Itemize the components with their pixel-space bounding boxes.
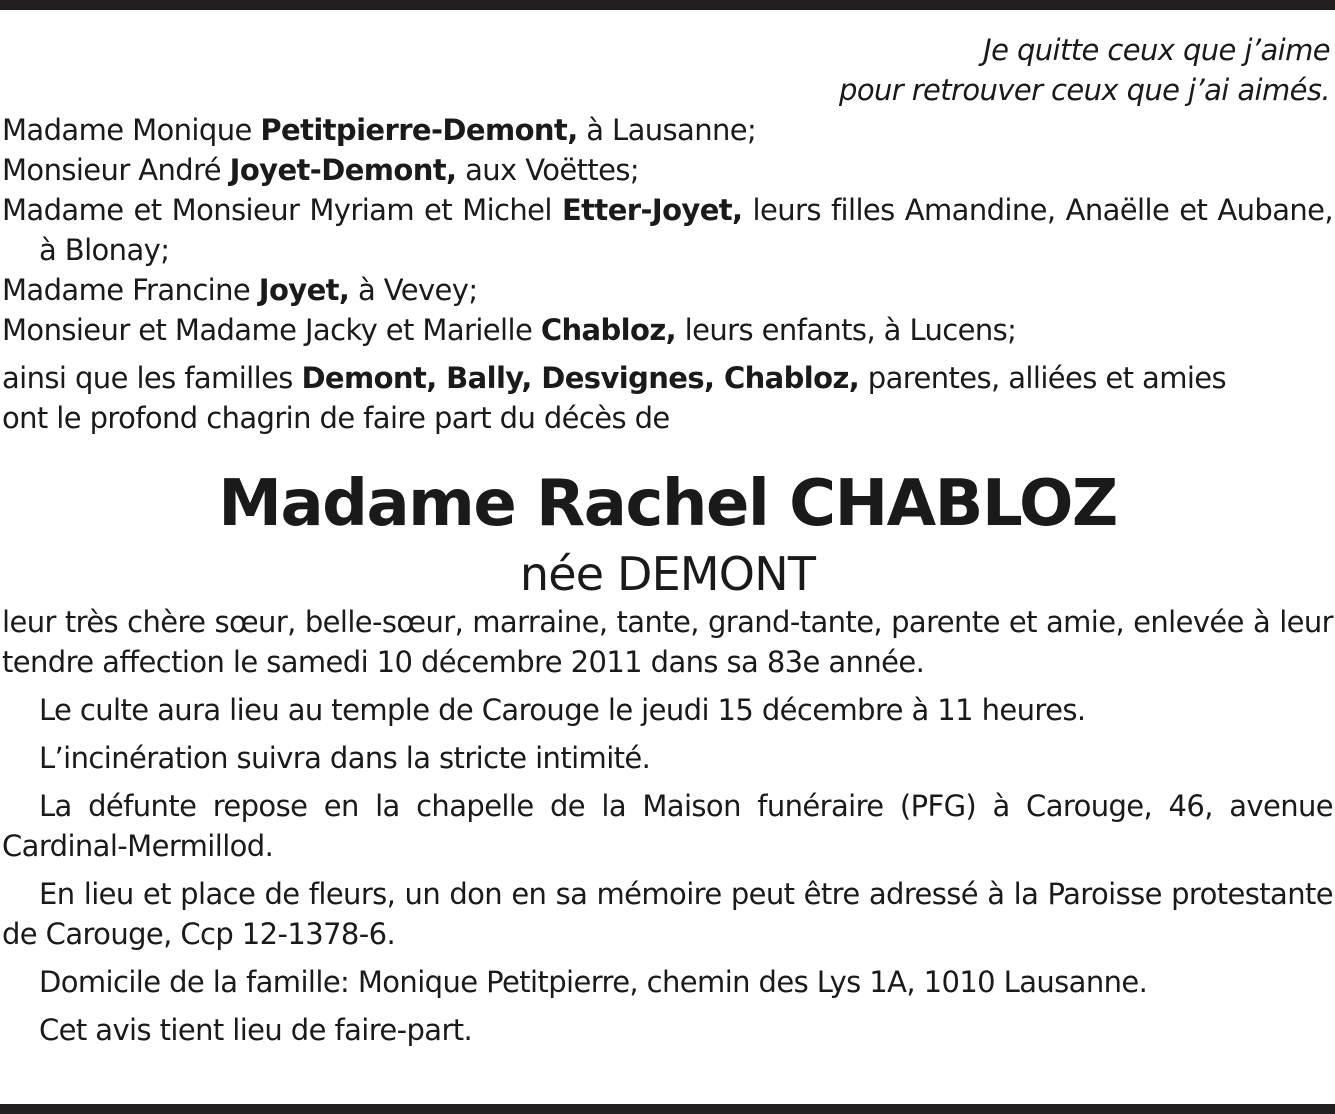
family-member-place: leurs enfants, à Lucens;	[676, 313, 1017, 347]
intro-text: ainsi que les familles	[2, 361, 302, 395]
family-member-surname: Joyet-Demont,	[229, 153, 457, 187]
family-member-surname: Etter-Joyet,	[561, 193, 743, 227]
donation-paragraph: En lieu et place de fleurs, un don en sa mémoire peut être adressé à la Paroisse protestante de Carouge, Ccp 12-1378-6.	[2, 877, 1333, 951]
family-member-place: aux Voëttes;	[456, 153, 640, 187]
family-member-surname: Petitpierre-Demont,	[260, 113, 578, 147]
domicile-paragraph: Domicile de la famille: Monique Petitpierre, chemin des Lys 1A, 1010 Lausanne.	[39, 965, 1148, 999]
family-member-text: Madame et Monsieur Myriam et Michel	[2, 193, 562, 227]
rest-paragraph: La défunte repose en la chapelle de la Maison funéraire (PFG) à Carouge, 46, avenue Cardinal-Mermillod.	[2, 789, 1333, 863]
epigraph	[2, 30, 1333, 110]
intro-families: Demont, Bally, Desvignes, Chabloz,	[301, 361, 860, 395]
bottom-rule	[0, 1104, 1335, 1114]
family-member-place: leurs filles Amandine, Anaëlle et Aubane, à Blonay;	[39, 193, 1334, 267]
epigraph-line-1: Je quitte ceux que j’aime	[983, 33, 1330, 67]
family-member-text: Madame Monique	[2, 113, 261, 147]
family-member	[2, 190, 1333, 270]
obituary-notice	[2, 30, 1333, 1050]
family-member-place: à Vevey;	[349, 273, 478, 307]
top-rule	[0, 0, 1335, 10]
family-member-surname: Chabloz,	[540, 313, 677, 347]
family-member	[2, 270, 1333, 310]
family-member-text: Madame Francine	[2, 273, 259, 307]
intro-line-2: ont le profond chagrin de faire part du décès de	[2, 401, 670, 435]
deceased-name: Madame Rachel CHABLOZ	[218, 467, 1117, 541]
intro-relatives: parentes, alliées et amies	[859, 361, 1227, 395]
family-list	[2, 110, 1333, 350]
announcement-paragraph: leur très chère sœur, belle-sœur, marraine, tante, grand-tante, parente et amie, enlevée à leur tendre affection le samedi 10 décembre 2011 dans sa 83e année.	[2, 605, 1333, 679]
service-paragraph: Le culte aura lieu au temple de Carouge le jeudi 15 décembre à 11 heures.	[39, 693, 1086, 727]
intro-paragraph	[2, 358, 1333, 438]
family-member-text: Monsieur André	[2, 153, 230, 187]
intro-line-1	[2, 358, 1333, 398]
family-member	[2, 110, 1333, 150]
family-member	[2, 150, 1333, 190]
maiden-name: née DEMONT	[519, 547, 816, 601]
family-member	[2, 310, 1333, 350]
epigraph-line-2: pour retrouver ceux que j’ai aimés.	[839, 73, 1330, 107]
notice-paragraph: Cet avis tient lieu de faire-part.	[39, 1013, 473, 1047]
family-member-surname: Joyet,	[258, 273, 350, 307]
family-member-place: à Lausanne;	[577, 113, 757, 147]
family-member-text: Monsieur et Madame Jacky et Marielle	[2, 313, 541, 347]
cremation-paragraph: L’incinération suivra dans la stricte intimité.	[39, 741, 651, 775]
